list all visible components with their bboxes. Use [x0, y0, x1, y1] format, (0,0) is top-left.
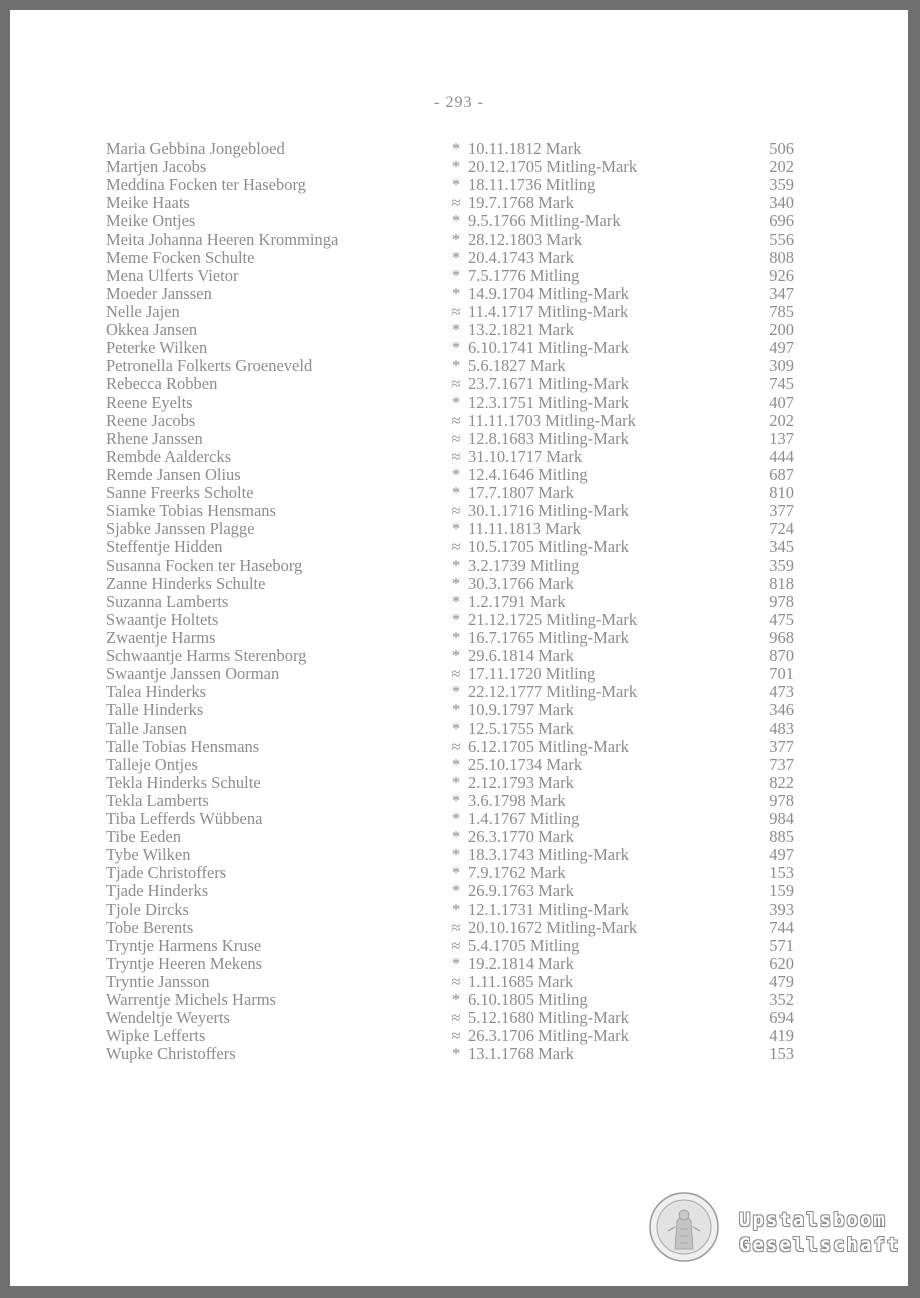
entry-mark: * — [451, 990, 461, 1010]
entry-mark: * — [451, 392, 461, 412]
entry-date-place: 18.3.1743 Mitling-Mark — [468, 845, 629, 865]
entry-name: Okkea Jansen — [106, 320, 198, 340]
entry-mark: * — [451, 229, 461, 249]
entry-mark: ≈ — [451, 446, 461, 466]
list-item — [106, 520, 806, 538]
entry-date-place: 6.10.1741 Mitling-Mark — [468, 338, 629, 358]
entry-mark: * — [451, 627, 461, 647]
list-item — [106, 430, 806, 448]
entry-name: Talea Hinderks — [106, 682, 207, 702]
entry-name: Tiba Lefferds Wübbena — [106, 809, 263, 829]
entry-mark: * — [451, 157, 461, 177]
list-item — [106, 357, 806, 375]
list-item — [106, 484, 806, 502]
entry-name: Tobe Berents — [106, 917, 194, 937]
entry-date-place: 3.6.1798 Mark — [468, 790, 566, 810]
list-item — [106, 611, 806, 629]
entry-number: 359 — [769, 175, 794, 195]
entry-number: 345 — [769, 537, 794, 557]
entry-name: Tekla Hinderks Schulte — [106, 772, 261, 792]
entry-mark: * — [451, 790, 461, 810]
list-item — [106, 249, 806, 267]
entry-number: 352 — [769, 990, 794, 1010]
entry-name: Rembde Aaldercks — [106, 446, 232, 466]
entry-date-place: 26.3.1706 Mitling-Mark — [468, 1026, 629, 1046]
entry-number: 137 — [769, 428, 794, 448]
entry-number: 571 — [769, 935, 794, 955]
entry-mark: * — [451, 609, 461, 629]
list-item — [106, 557, 806, 575]
entry-mark: * — [451, 863, 461, 883]
entry-date-place: 6.12.1705 Mitling-Mark — [468, 736, 629, 756]
entry-name: Wupke Christoffers — [106, 1044, 236, 1064]
entry-number: 340 — [769, 193, 794, 213]
entry-mark: * — [451, 772, 461, 792]
list-item — [106, 285, 806, 303]
entry-name: Zanne Hinderks Schulte — [106, 573, 266, 593]
list-item — [106, 756, 806, 774]
entry-date-place: 9.5.1766 Mitling-Mark — [468, 211, 621, 231]
entry-mark: * — [451, 881, 461, 901]
entry-date-place: 22.12.1777 Mitling-Mark — [468, 682, 638, 702]
entry-name: Tryntje Heeren Mekens — [106, 953, 263, 973]
entry-name: Wipke Lefferts — [106, 1026, 206, 1046]
entry-mark: * — [451, 754, 461, 774]
list-item — [106, 575, 806, 593]
entry-date-place: 1.11.1685 Mark — [468, 972, 574, 992]
list-item — [106, 955, 806, 973]
entry-name: Nelle Jajen — [106, 301, 180, 321]
entry-mark: ≈ — [451, 736, 461, 756]
entry-name: Talle Tobias Hensmans — [106, 736, 260, 756]
entry-name: Maria Gebbina Jongebloed — [106, 139, 285, 158]
entry-number: 159 — [769, 881, 794, 901]
list-item — [106, 231, 806, 249]
entry-date-place: 30.3.1766 Mark — [468, 573, 574, 593]
list-item — [106, 538, 806, 556]
entry-number: 822 — [769, 772, 794, 792]
entry-number: 687 — [769, 464, 794, 484]
entry-number: 475 — [769, 609, 794, 629]
list-item — [106, 810, 806, 828]
entry-mark: * — [451, 845, 461, 865]
entry-number: 202 — [769, 410, 794, 430]
entry-date-place: 1.4.1767 Mitling — [468, 809, 580, 829]
entry-mark: ≈ — [451, 1008, 461, 1028]
list-item — [106, 937, 806, 955]
entry-mark: * — [451, 718, 461, 738]
entry-name: Suzanna Lamberts — [106, 591, 229, 611]
entry-number: 473 — [769, 682, 794, 702]
entry-date-place: 21.12.1725 Mitling-Mark — [468, 609, 638, 629]
list-item — [106, 140, 806, 158]
entry-mark: ≈ — [451, 193, 461, 213]
entry-number: 701 — [769, 664, 794, 684]
entry-date-place: 31.10.1717 Mark — [468, 446, 583, 466]
entry-date-place: 17.11.1720 Mitling — [468, 664, 596, 684]
entry-mark: * — [451, 464, 461, 484]
entry-date-place: 13.2.1821 Mark — [468, 320, 574, 340]
entry-number: 359 — [769, 555, 794, 575]
entry-date-place: 16.7.1765 Mitling-Mark — [468, 627, 629, 647]
entry-name: Sanne Freerks Scholte — [106, 483, 254, 503]
entry-date-place: 20.12.1705 Mitling-Mark — [468, 157, 638, 177]
entry-number: 694 — [769, 1008, 794, 1028]
entry-mark: * — [451, 283, 461, 303]
entry-name: Siamke Tobias Hensmans — [106, 501, 276, 521]
entry-name: Meme Focken Schulte — [106, 247, 255, 267]
entry-mark: * — [451, 591, 461, 611]
entry-date-place: 12.4.1646 Mitling — [468, 464, 588, 484]
entry-mark: ≈ — [451, 501, 461, 521]
seal-icon — [648, 1191, 720, 1263]
list-item — [106, 303, 806, 321]
entry-date-place: 12.5.1755 Mark — [468, 718, 574, 738]
entry-mark: * — [451, 953, 461, 973]
list-item — [106, 375, 806, 393]
entry-name: Wendeltje Weyerts — [106, 1008, 230, 1028]
list-item — [106, 267, 806, 285]
list-item — [106, 864, 806, 882]
entry-name: Meddina Focken ter Haseborg — [106, 175, 306, 195]
entry-mark: ≈ — [451, 972, 461, 992]
entry-name: Warrentje Michels Harms — [106, 990, 277, 1010]
entry-date-place: 14.9.1704 Mitling-Mark — [468, 283, 629, 303]
entry-date-place: 1.2.1791 Mark — [468, 591, 566, 611]
list-item — [106, 683, 806, 701]
list-item — [106, 882, 806, 900]
entry-date-place: 7.9.1762 Mark — [468, 863, 566, 883]
page-number: - 293 - — [434, 94, 484, 111]
entry-mark: * — [451, 211, 461, 231]
entry-name: Meike Ontjes — [106, 211, 196, 231]
entry-number: 444 — [769, 446, 794, 466]
entry-mark: ≈ — [451, 1026, 461, 1046]
entry-mark: * — [451, 809, 461, 829]
entry-mark: * — [451, 573, 461, 593]
entry-mark: * — [451, 827, 461, 847]
entry-number: 556 — [769, 229, 794, 249]
entry-mark: ≈ — [451, 935, 461, 955]
entry-mark: ≈ — [451, 374, 461, 394]
entry-name: Tekla Lamberts — [106, 790, 209, 810]
list-item — [106, 176, 806, 194]
document-page — [10, 10, 908, 1286]
entry-name: Martjen Jacobs — [106, 157, 207, 177]
entry-name: Rebecca Robben — [106, 374, 218, 394]
entry-number: 202 — [769, 157, 794, 177]
entry-mark: ≈ — [451, 664, 461, 684]
entry-number: 724 — [769, 519, 794, 539]
entry-mark: * — [451, 682, 461, 702]
entry-number: 497 — [769, 845, 794, 865]
entry-date-place: 29.6.1814 Mark — [468, 646, 574, 666]
entry-number: 744 — [769, 917, 794, 937]
list-item — [106, 1027, 806, 1045]
list-item — [106, 792, 806, 810]
entry-number: 620 — [769, 953, 794, 973]
entry-name: Tibe Eeden — [106, 827, 182, 847]
entry-mark: * — [451, 265, 461, 285]
entry-mark: * — [451, 899, 461, 919]
list-item — [106, 919, 806, 937]
entry-mark: * — [451, 175, 461, 195]
list-item — [106, 1009, 806, 1027]
entry-date-place: 12.8.1683 Mitling-Mark — [468, 428, 629, 448]
list-item — [106, 629, 806, 647]
entry-mark: ≈ — [451, 301, 461, 321]
entry-number: 810 — [769, 483, 794, 503]
entry-name: Reene Jacobs — [106, 410, 196, 430]
entry-number: 377 — [769, 501, 794, 521]
entry-date-place: 6.10.1805 Mitling — [468, 990, 588, 1010]
entry-number: 785 — [769, 301, 794, 321]
list-item — [106, 828, 806, 846]
entry-name: Schwaantje Harms Sterenborg — [106, 646, 307, 666]
entry-number: 153 — [769, 1044, 794, 1064]
entry-name: Meike Haats — [106, 193, 190, 213]
entry-date-place: 7.5.1776 Mitling — [468, 265, 580, 285]
entry-name: Tjade Christoffers — [106, 863, 227, 883]
entry-name: Sjabke Janssen Plagge — [106, 519, 255, 539]
entry-date-place: 3.2.1739 Mitling — [468, 555, 580, 575]
entry-date-place: 5.6.1827 Mark — [468, 356, 566, 376]
list-item — [106, 991, 806, 1009]
entry-date-place: 26.3.1770 Mark — [468, 827, 574, 847]
entry-mark: * — [451, 139, 461, 158]
entry-date-place: 17.7.1807 Mark — [468, 483, 574, 503]
entry-name: Tryntje Harmens Kruse — [106, 935, 262, 955]
entry-date-place: 10.9.1797 Mark — [468, 700, 574, 720]
entry-date-place: 12.3.1751 Mitling-Mark — [468, 392, 629, 412]
entry-name: Tjade Hinderks — [106, 881, 209, 901]
entry-number: 978 — [769, 591, 794, 611]
list-item — [106, 412, 806, 430]
entry-name: Peterke Wilken — [106, 338, 208, 358]
entry-mark: * — [451, 247, 461, 267]
entry-number: 483 — [769, 718, 794, 738]
entry-date-place: 10.11.1812 Mark — [468, 139, 582, 158]
entry-number: 745 — [769, 374, 794, 394]
list-item — [106, 158, 806, 176]
entry-mark: * — [451, 483, 461, 503]
list-item — [106, 593, 806, 611]
entry-name: Swaantje Holtets — [106, 609, 219, 629]
entry-number: 309 — [769, 356, 794, 376]
entry-number: 479 — [769, 972, 794, 992]
entry-number: 926 — [769, 265, 794, 285]
entry-name: Reene Eyelts — [106, 392, 193, 412]
entry-name: Susanna Focken ter Haseborg — [106, 555, 303, 575]
entry-name: Petronella Folkerts Groeneveld — [106, 356, 313, 376]
entry-name: Moeder Janssen — [106, 283, 212, 303]
entry-name: Swaantje Janssen Oorman — [106, 664, 280, 684]
entry-name: Rhene Janssen — [106, 428, 203, 448]
entry-date-place: 12.1.1731 Mitling-Mark — [468, 899, 629, 919]
list-item — [106, 647, 806, 665]
entry-number: 497 — [769, 338, 794, 358]
entry-date-place: 19.7.1768 Mark — [468, 193, 574, 213]
entry-date-place: 5.4.1705 Mitling — [468, 935, 580, 955]
list-item — [106, 212, 806, 230]
entry-number: 153 — [769, 863, 794, 883]
list-item — [106, 901, 806, 919]
list-item — [106, 194, 806, 212]
entry-name: Talle Hinderks — [106, 700, 204, 720]
entry-number: 407 — [769, 392, 794, 412]
list-item — [106, 1045, 806, 1063]
entry-date-place: 5.12.1680 Mitling-Mark — [468, 1008, 629, 1028]
entry-number: 808 — [769, 247, 794, 267]
entry-number: 737 — [769, 754, 794, 774]
logo-text-line-1: Upstalsboom — [739, 1209, 887, 1231]
list-item — [106, 720, 806, 738]
entry-date-place: 11.11.1813 Mark — [468, 519, 581, 539]
entry-number: 696 — [769, 211, 794, 231]
entry-mark: * — [451, 519, 461, 539]
entry-mark: ≈ — [451, 410, 461, 430]
entry-number: 377 — [769, 736, 794, 756]
entry-name: Tryntie Jansson — [106, 972, 210, 992]
list-item — [106, 394, 806, 412]
entry-date-place: 20.10.1672 Mitling-Mark — [468, 917, 638, 937]
entry-name: Talleje Ontjes — [106, 754, 198, 774]
entry-date-place: 13.1.1768 Mark — [468, 1044, 574, 1064]
list-item — [106, 466, 806, 484]
entry-mark: * — [451, 338, 461, 358]
entry-number: 506 — [769, 139, 794, 158]
list-item — [106, 502, 806, 520]
entry-date-place: 30.1.1716 Mitling-Mark — [468, 501, 629, 521]
entry-number: 393 — [769, 899, 794, 919]
list-item — [106, 846, 806, 864]
entry-mark: ≈ — [451, 917, 461, 937]
logo-text-line-2: Gesellschaft — [739, 1234, 901, 1256]
entry-date-place: 11.4.1717 Mitling-Mark — [468, 301, 629, 321]
entry-mark: * — [451, 320, 461, 340]
entry-date-place: 25.10.1734 Mark — [468, 754, 583, 774]
entry-mark: ≈ — [451, 537, 461, 557]
entry-name: Mena Ulferts Vietor — [106, 265, 239, 285]
entry-mark: * — [451, 646, 461, 666]
entry-name: Tjole Dircks — [106, 899, 189, 919]
entry-date-place: 2.12.1793 Mark — [468, 772, 574, 792]
entry-name: Zwaentje Harms — [106, 627, 216, 647]
entry-number: 870 — [769, 646, 794, 666]
entry-date-place: 11.11.1703 Mitling-Mark — [468, 410, 636, 430]
entry-date-place: 10.5.1705 Mitling-Mark — [468, 537, 629, 557]
entry-date-place: 20.4.1743 Mark — [468, 247, 574, 267]
entry-mark: ≈ — [451, 428, 461, 448]
society-logo — [648, 1191, 901, 1271]
list-item — [106, 339, 806, 357]
entry-name: Talle Jansen — [106, 718, 187, 738]
list-item — [106, 321, 806, 339]
entry-date-place: 28.12.1803 Mark — [468, 229, 583, 249]
entry-number: 984 — [769, 809, 794, 829]
entry-date-place: 26.9.1763 Mark — [468, 881, 574, 901]
entry-number: 968 — [769, 627, 794, 647]
entry-number: 347 — [769, 283, 794, 303]
list-item — [106, 973, 806, 991]
list-item — [106, 665, 806, 683]
entry-list — [106, 140, 806, 1064]
entry-mark: * — [451, 1044, 461, 1064]
list-item — [106, 774, 806, 792]
entry-name: Tybe Wilken — [106, 845, 191, 865]
entry-date-place: 19.2.1814 Mark — [468, 953, 574, 973]
list-item — [106, 448, 806, 466]
entry-number: 419 — [769, 1026, 794, 1046]
entry-mark: * — [451, 555, 461, 575]
entry-mark: * — [451, 356, 461, 376]
entry-name: Steffentje Hidden — [106, 537, 223, 557]
entry-mark: * — [451, 700, 461, 720]
entry-number: 978 — [769, 790, 794, 810]
entry-number: 346 — [769, 700, 794, 720]
entry-number: 200 — [769, 320, 794, 340]
entry-name: Remde Jansen Olius — [106, 464, 241, 484]
entry-date-place: 18.11.1736 Mitling — [468, 175, 596, 195]
entry-number: 818 — [769, 573, 794, 593]
entry-date-place: 23.7.1671 Mitling-Mark — [468, 374, 629, 394]
entry-name: Meita Johanna Heeren Kromminga — [106, 229, 339, 249]
list-item — [106, 738, 806, 756]
entry-number: 885 — [769, 827, 794, 847]
list-item — [106, 701, 806, 719]
